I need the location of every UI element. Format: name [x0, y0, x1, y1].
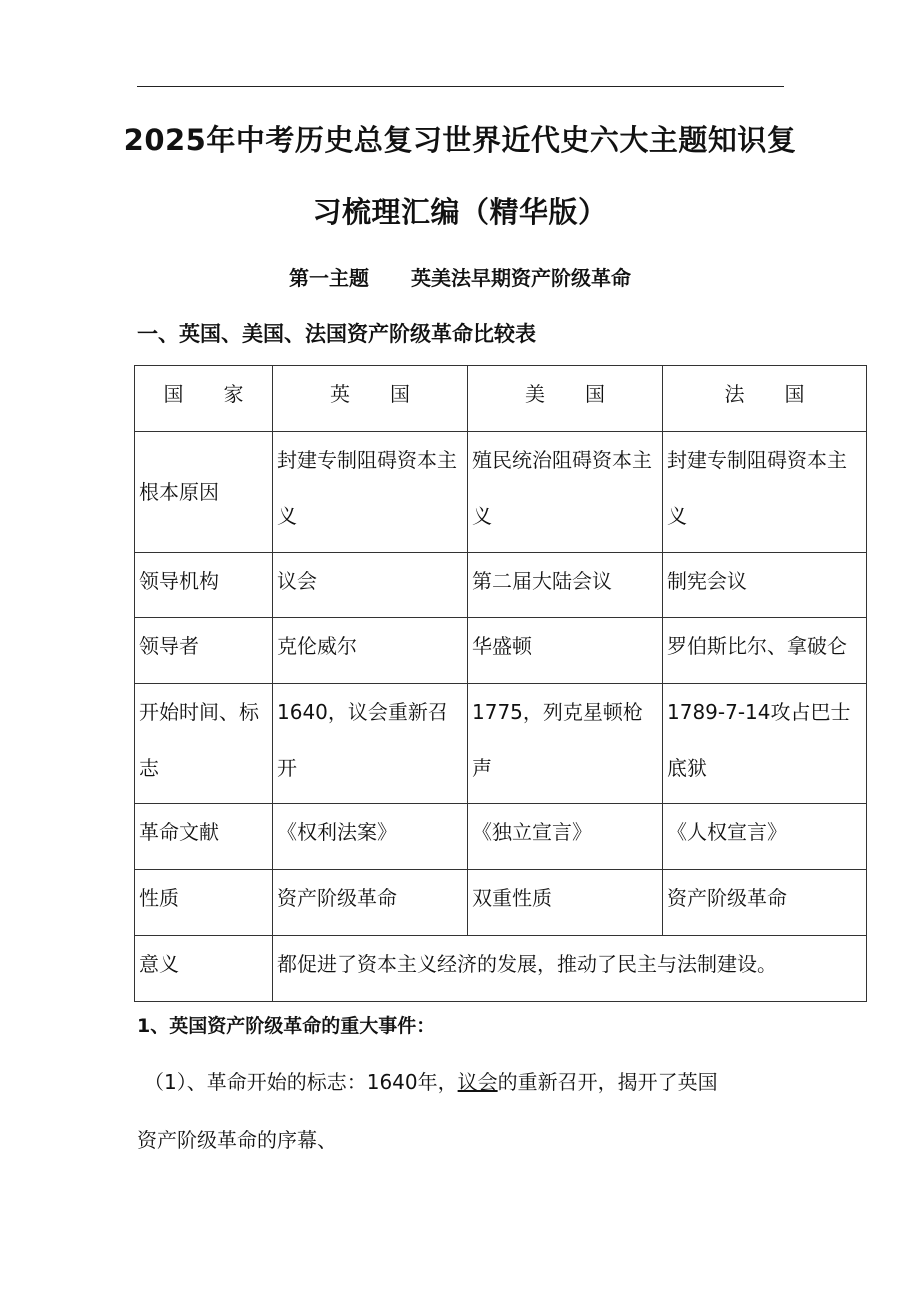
events-item-1-prefix: （1）、革命开始的标志：1640年， [144, 1070, 458, 1094]
topic-subtitle [0, 262, 920, 291]
events-heading: 1、英国资产阶级革命的重大事件： [137, 1015, 436, 1037]
revolution-comparison-table [134, 365, 867, 1002]
table-cell: 克伦威尔 [273, 618, 468, 684]
table-cell: 《权利法案》 [273, 804, 468, 870]
table-cell: 第二届大陆会议 [468, 553, 663, 618]
header-cell-france: 法 国 [663, 366, 867, 432]
table-row-significance [135, 936, 867, 1002]
table-header-row [135, 366, 867, 432]
header-rule [137, 86, 784, 87]
row-label: 领导者 [135, 618, 273, 684]
table-cell: 资产阶级革命 [663, 870, 867, 936]
table-row [135, 553, 867, 618]
row-label: 开始时间、标志 [135, 684, 273, 804]
topic-label: 第一主题 [289, 266, 369, 290]
table-cell: 资产阶级革命 [273, 870, 468, 936]
table-cell: 封建专制阻碍资本主义 [273, 432, 468, 553]
table-cell: 1789-7-14攻占巴士底狱 [663, 684, 867, 804]
events-item-1-continuation: 资产阶级革命的序幕、 [137, 1128, 337, 1152]
table-cell: 1775，列克星顿枪声 [468, 684, 663, 804]
table-cell: 1640，议会重新召开 [273, 684, 468, 804]
document-title-line-2: 习梳理汇编（精华版） [312, 195, 608, 229]
table-row [135, 804, 867, 870]
row-label: 领导机构 [135, 553, 273, 618]
header-cell-country: 国 家 [135, 366, 273, 432]
table-cell: 《独立宣言》 [468, 804, 663, 870]
table-row [135, 432, 867, 553]
events-item-1-suffix: 的重新召开，揭开了英国 [497, 1070, 718, 1094]
table-cell: 制宪会议 [663, 553, 867, 618]
header-cell-usa: 美 国 [468, 366, 663, 432]
row-label: 性质 [135, 870, 273, 936]
topic-name: 英美法早期资产阶级革命 [411, 266, 631, 290]
section-heading: 一、英国、美国、法国资产阶级革命比较表 [137, 322, 536, 346]
table-cell: 议会 [273, 553, 468, 618]
table-cell: 华盛顿 [468, 618, 663, 684]
events-item-1-underlined: 议会 [457, 1070, 498, 1094]
table-cell: 双重性质 [468, 870, 663, 936]
document-title-line-1: 2025年中考历史总复习世界近代史六大主题知识复 [123, 123, 797, 157]
table-cell: 罗伯斯比尔、拿破仑 [663, 618, 867, 684]
row-label: 根本原因 [135, 432, 273, 553]
row-label: 意义 [135, 936, 273, 1002]
table-cell: 殖民统治阻碍资本主义 [468, 432, 663, 553]
table-cell: 《人权宣言》 [663, 804, 867, 870]
table-row [135, 684, 867, 804]
events-item-1 [144, 1066, 718, 1095]
table-row [135, 870, 867, 936]
table-cell: 封建专制阻碍资本主义 [663, 432, 867, 553]
header-cell-england: 英 国 [273, 366, 468, 432]
significance-cell: 都促进了资本主义经济的发展，推动了民主与法制建设。 [273, 936, 867, 1002]
row-label: 革命文献 [135, 804, 273, 870]
table-row [135, 618, 867, 684]
